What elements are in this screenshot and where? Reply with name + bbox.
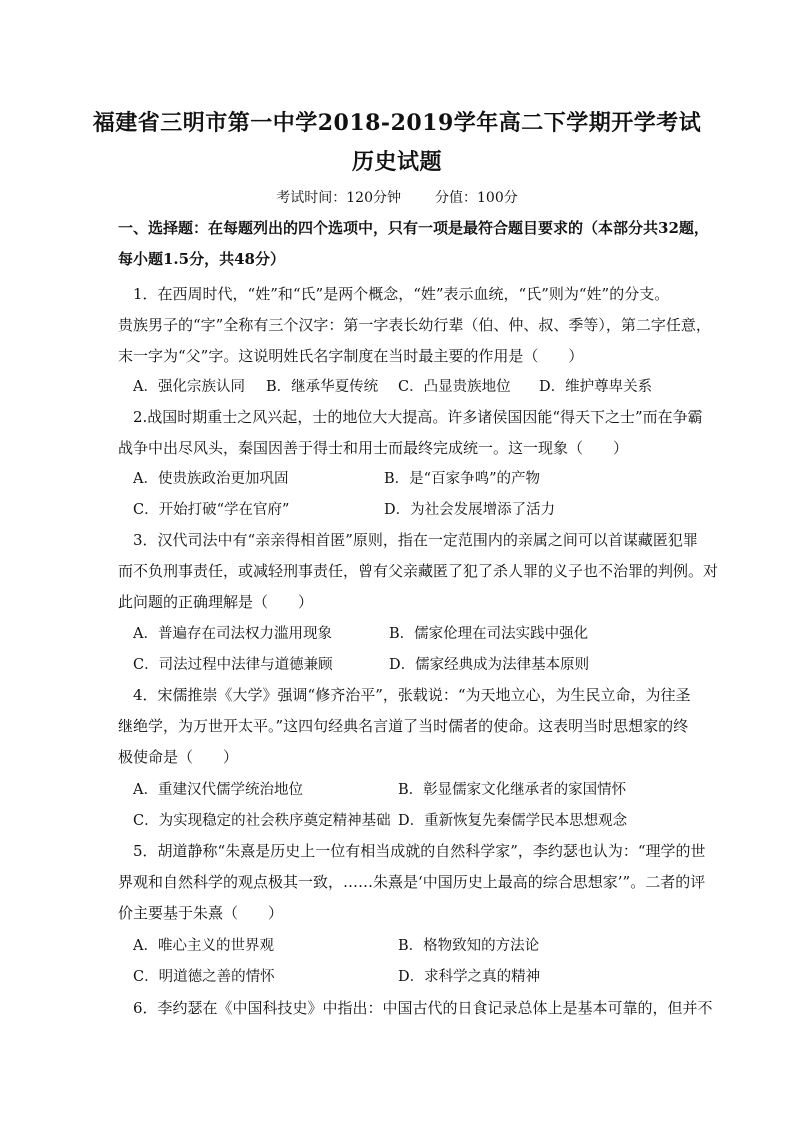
question-3-option-d: D．儒家经典成为法律基本原则	[389, 657, 590, 673]
question-3-option-a: A．普遍存在司法权力滥用现象	[133, 626, 332, 642]
question-5-option-a: A．唯心主义的世界观	[133, 938, 274, 954]
question-5-option-c: C．明道德之善的情怀	[133, 969, 275, 985]
question-1-option-c: C．凸显贵族地位	[398, 379, 511, 395]
question-4-option-d: D．重新恢复先秦儒学民本思想观念	[398, 813, 628, 829]
question-5-option-d: D．求科学之真的精神	[398, 969, 541, 985]
section-heading-cont: 每小题1.5分，共48分）	[118, 250, 285, 268]
question-1-option-a: A．强化宗族认同	[133, 379, 245, 395]
question-4-line-2: 继绝学，为万世开太平。”这四句经典名言道了当时儒者的使命。这表明当时思想家的终	[118, 717, 689, 735]
question-2-option-a: A．使贵族政治更加巩固	[133, 471, 289, 487]
question-1-line-3: 末一字为“父”字。这说明姓氏名字制度在当时最主要的作用是（ ）	[118, 347, 584, 365]
question-3-line-1: 3．汉代司法中有“亲亲得相首匿”原则，指在一定范围内的亲属之间可以首谋藏匿犯罪	[133, 531, 698, 549]
question-1-line-2: 贵族男子的“字”全称有三个汉字：第一字表长幼行辈（伯、仲、叔、季等），第二字任意，	[118, 316, 711, 334]
question-4-line-3: 极使命是（ ）	[118, 748, 239, 766]
question-2-option-d: D．为社会发展增添了活力	[384, 502, 556, 518]
question-4-option-b: B．彰显儒家文化继承者的家国情怀	[398, 782, 627, 798]
question-1-line-1: 1．在西周时代，“姓”和“氏”是两个概念，“姓”表示血统，“氏”则为“姓”的分支。	[133, 285, 670, 303]
question-3-line-3: 此问题的正确理解是（ ）	[118, 593, 314, 611]
question-2-line-2: 战争中出尽风头，秦国因善于得士和用士而最终完成统一。这一现象（ ）	[118, 439, 629, 457]
question-4-option-c: C．为实现稳定的社会秩序奠定精神基础	[133, 813, 391, 829]
question-3-option-b: B．儒家伦理在司法实践中强化	[389, 626, 589, 642]
exam-meta	[0, 187, 794, 207]
question-3-option-c: C．司法过程中法律与道德兼顾	[133, 657, 333, 673]
question-5-line-1: 5．胡道静称“朱熹是历史上一位有相当成就的自然科学家”，李约瑟也认为：“理学的世	[133, 842, 706, 860]
question-6-line-1: 6．李约瑟在《中国科技史》中指出：中国古代的日食记录总体上是基本可靠的，但并不	[133, 999, 713, 1017]
question-2-option-b: B．是“百家争鸣”的产物	[384, 471, 540, 487]
question-5-line-2: 界观和自然科学的观点极其一致，……朱熹是‘中国历史上最高的综合思想家’”。二者的评	[118, 873, 706, 891]
section-heading: 一、选择题：在每题列出的四个选项中，只有一项是最符合题目要求的（本部分共32题，	[118, 219, 709, 237]
exam-time: 考试时间：120分钟	[276, 190, 401, 206]
question-4-line-1: 4．宋儒推崇《大学》强调“修齐治平”，张载说：“为天地立心，为生民立命，为往圣	[133, 686, 691, 704]
question-2-option-c: C．开始打破“学在官府”	[133, 502, 290, 518]
exam-subtitle: 历史试题	[351, 149, 442, 175]
question-2-line-1: 2.战国时期重士之风兴起，士的地位大大提高。许多诸侯国因能“得天下之士”而在争霸	[133, 408, 703, 426]
question-1-option-d: D．维护尊卑关系	[539, 379, 653, 395]
question-5-option-b: B．格物致知的方法论	[398, 938, 540, 954]
exam-title: 福建省三明市第一中学2018-2019学年高二下学期开学考试	[92, 110, 702, 136]
question-1-option-b: B．继承华夏传统	[266, 379, 379, 395]
question-5-line-3: 价主要基于朱熹（ ）	[118, 904, 284, 922]
question-3-line-2: 而不负刑事责任，或减轻刑事责任，曾有父亲藏匿了犯了杀人罪的义子也不治罪的判例。对	[118, 562, 719, 580]
exam-score: 分值：100分	[435, 190, 518, 206]
question-4-option-a: A．重建汉代儒学统治地位	[133, 782, 303, 798]
